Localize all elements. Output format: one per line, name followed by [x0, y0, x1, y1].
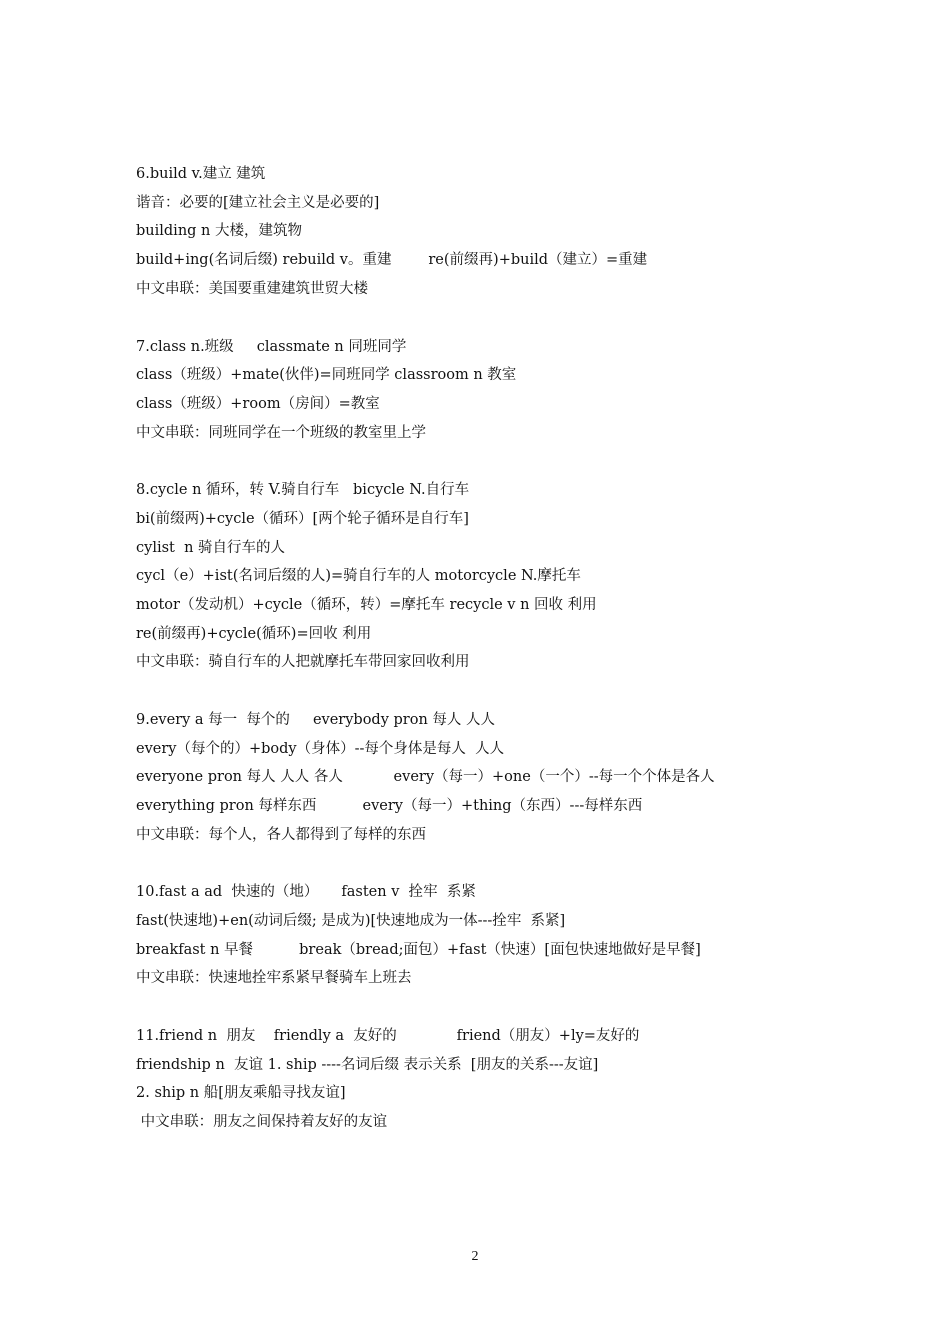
entry-heading-cycle: 8.cycle n 循环，转 V.骑自行车 bicycle N.自行车: [136, 482, 470, 498]
text-line: class（班级）+mate(伙伴)=同班同学 classroom n 教室: [136, 367, 517, 383]
text-line: cycl（e）+ist(名词后缀的人)=骑自行车的人 motorcycle N.摩托车: [136, 568, 581, 584]
text-line: building n 大楼，建筑物: [136, 223, 302, 239]
entry-heading-friend: 11.friend n 朋友 friendly a 友好的 friend（朋友）+ly=友好的: [136, 1028, 640, 1044]
summary-line: 中文串联：快速地拴牢系紧早餐骑车上班去: [136, 970, 412, 986]
text-line: every（每个的）+body（身体）--每个身体是每人 人人: [136, 741, 505, 757]
entry-heading-fast: 10.fast a ad 快速的（地） fasten v 拴牢 系紧: [136, 884, 476, 900]
summary-line: 中文串联：美国要重建建筑世贸大楼: [136, 281, 368, 297]
summary-line: 中文串联：朋友之间保持着友好的友谊: [136, 1114, 388, 1130]
text-line: everything pron 每样东西 every（每一）+thing（东西）---每样东西: [136, 798, 643, 814]
text-line: 谐音：必要的[建立社会主义是必要的]: [136, 195, 380, 211]
text-line: build+ing(名词后缀) rebuild v。重建 re(前缀再)+build（建立）=重建: [136, 252, 648, 268]
text-line: cylist n 骑自行车的人: [136, 540, 286, 556]
text-line: fast(快速地)+en(动词后缀; 是成为)[快速地成为一体---拴牢 系紧]: [136, 913, 566, 929]
text-line: friendship n 友谊 1. ship ----名词后缀 表示关系 [朋友的关系---友谊]: [136, 1057, 599, 1073]
entry-heading-every: 9.every a 每一 每个的 everybody pron 每人 人人: [136, 712, 496, 728]
text-line: breakfast n 早餐 break（bread;面包）+fast（快速）[面包快速地做好是早餐]: [136, 942, 701, 958]
summary-line: 中文串联：每个人，各人都得到了每样的东西: [136, 827, 426, 843]
text-line: re(前缀再)+cycle(循环)=回收 利用: [136, 626, 372, 642]
entry-heading-class: 7.class n.班级 classmate n 同班同学: [136, 339, 407, 355]
text-line: 2. ship n 船[朋友乘船寻找友谊]: [136, 1085, 346, 1101]
text-line: motor（发动机）+cycle（循环，转）=摩托车 recycle v n 回收 利用: [136, 597, 597, 613]
text-line: bi(前缀两)+cycle（循环）[两个轮子循环是自行车]: [136, 511, 469, 527]
text-line: class（班级）+room（房间）=教室: [136, 396, 380, 412]
entry-heading-build: 6.build v.建立 建筑: [136, 166, 266, 182]
summary-line: 中文串联：同班同学在一个班级的教室里上学: [136, 425, 426, 441]
summary-line: 中文串联：骑自行车的人把就摩托车带回家回收利用: [136, 654, 470, 670]
page-number: 2: [471, 1249, 479, 1264]
text-line: everyone pron 每人 人人 各人 every（每一）+one（一个）--每一个个体是各人: [136, 769, 715, 785]
